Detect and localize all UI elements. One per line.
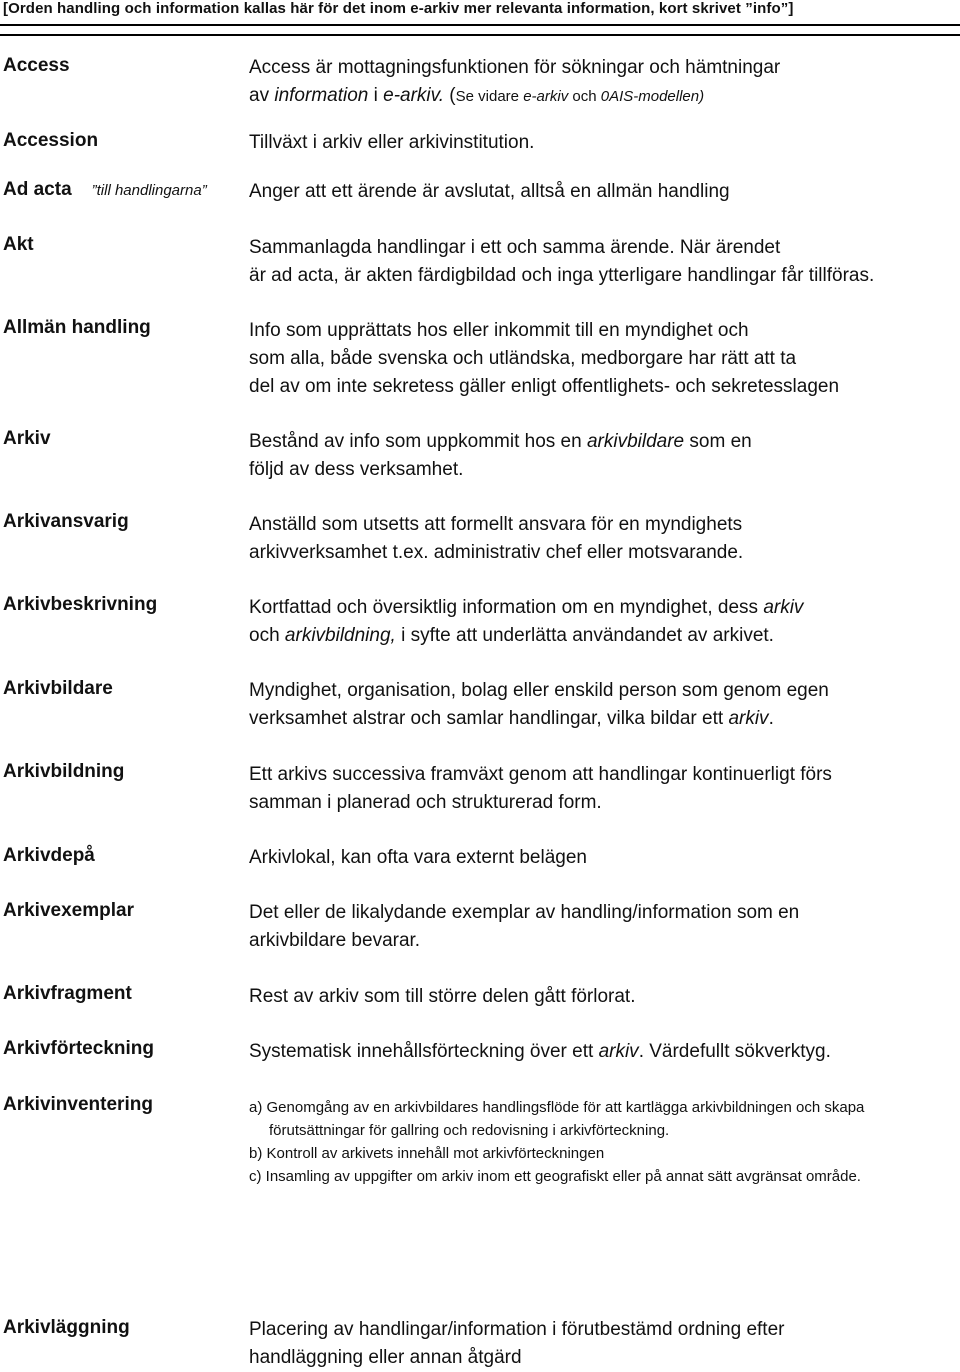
glossary-term [3,845,95,867]
glossary-definition [249,234,949,290]
glossary-term [3,983,132,1005]
glossary-definition [249,428,949,484]
definition-line: är ad acta, är akten färdigbildad och inga ytterligare handlingar får tillföras. [249,265,875,286]
definition-line: Ett arkivs successiva framväxt genom att handlingar kontinuerligt förs [249,764,832,785]
definition-line: Tillväxt i arkiv eller arkivinstitution. [249,132,535,153]
term-label: Accession [3,130,99,151]
definition-line: av information i e-arkiv. (Se vidare e-arkiv och 0AIS-modellen) [249,85,705,106]
definition-line: arkivbildare bevarar. [249,930,421,951]
definition-line: Arkivlokal, kan ofta vara externt belägen [249,847,587,868]
definition-line: Bestånd av info som uppkommit hos en arkivbildare som en [249,431,752,452]
definition-line: som alla, både svenska och utländska, medborgare har rätt att ta [249,348,797,369]
term-translation: ”till handlingarna” [91,182,207,199]
glossary-definition [249,677,949,733]
glossary-term [3,317,151,339]
glossary-definition [249,129,949,157]
definition-line: Placering av handlingar/information i förutbestämd ordning efter [249,1319,785,1340]
definition-line: Info som upprättats hos eller inkommit till en myndighet och [249,320,749,341]
glossary-definition-list [249,1096,960,1188]
term-label: Arkivansvarig [3,511,129,532]
glossary-definition [249,54,949,111]
definition-line: Sammanlagda handlingar i ett och samma ärende. När ärendet [249,237,781,258]
term-label: Arkivläggning [3,1317,130,1338]
definition-line: Anger att ett ärende är avslutat, alltså en allmän handling [249,181,730,202]
term-label: Arkivförteckning [3,1038,154,1059]
definition-line: Myndighet, organisation, bolag eller enskild person som genom egen [249,680,829,701]
definition-line: Systematisk innehållsförteckning över ett arkiv. Värdefullt sökverktyg. [249,1041,831,1062]
definition-line: Rest av arkiv som till större delen gått förlorat. [249,986,636,1007]
glossary-term [3,761,124,783]
definition-line: och arkivbildning, i syfte att underlätta användandet av arkivet. [249,625,774,646]
definition-line: Access är mottagningsfunktionen för sökningar och hämtningar [249,57,781,78]
term-label: Allmän handling [3,317,151,338]
glossary-definition [249,899,949,955]
glossary-term [3,234,34,256]
glossary-term [3,511,129,533]
term-label: Arkivbildning [3,761,125,782]
document-header: [Orden handling och information kallas här för det inom e-arkiv mer relevanta information, kort skrivet ”info”] [3,0,794,17]
list-item: förutsättningar för gallring och redovisning i arkivförteckning. [269,1122,670,1139]
glossary-definition [249,1038,949,1066]
glossary-definition [249,761,949,817]
list-item: a) Genomgång av en arkivbildares handlingsflöde för att kartlägga arkivbildningen och skapa [249,1099,865,1116]
definition-line: arkivverksamhet t.ex. administrativ chef eller motsvarande. [249,542,744,563]
term-label: Access [3,55,70,76]
list-item: c) Insamling av uppgifter om arkiv inom ett geografiskt eller på annat sätt avgränsat område. [249,1168,861,1185]
glossary-term [3,594,157,616]
definition-line: verksamhet alstrar och samlar handlingar, vilka bildar ett arkiv. [249,708,774,729]
glossary-term [3,1094,153,1116]
term-label: Ad acta [3,179,72,200]
glossary-term [3,55,70,77]
term-label: Arkivexemplar [3,900,134,921]
glossary-term [3,1317,130,1339]
term-label: Arkivinventering [3,1094,153,1115]
glossary-definition [249,983,949,1011]
definition-line: följd av dess verksamhet. [249,459,464,480]
definition-line: Det eller de likalydande exemplar av handling/information som en [249,902,800,923]
glossary-definition [249,317,949,401]
term-label: Arkivdepå [3,845,95,866]
definition-line: Anställd som utsetts att formellt ansvara för en myndighets [249,514,743,535]
glossary-definition [249,511,949,567]
glossary-definition [249,844,949,872]
header-rule-top [0,24,960,26]
glossary-term [3,428,51,450]
glossary-term [3,130,98,152]
definition-line: handläggning eller annan åtgärd [249,1347,522,1368]
glossary-term [3,179,207,201]
glossary-definition [249,178,949,206]
term-label: Arkivfragment [3,983,132,1004]
glossary-term [3,678,113,700]
glossary-term [3,900,134,922]
definition-line: Kortfattad och översiktlig information om en myndighet, dess arkiv [249,597,804,618]
glossary-term [3,1038,154,1060]
glossary-definition [249,594,949,650]
header-rule-bottom [0,34,960,36]
term-label: Arkivbeskrivning [3,594,158,615]
definition-line: samman i planerad och strukturerad form. [249,792,602,813]
term-label: Akt [3,234,34,255]
list-item: b) Kontroll av arkivets innehåll mot arkivförteckningen [249,1145,605,1162]
glossary-definition [249,1316,949,1372]
definition-line: del av om inte sekretess gäller enligt offentlighets- och sekretesslagen [249,376,840,397]
term-label: Arkiv [3,428,51,449]
term-label: Arkivbildare [3,678,113,699]
